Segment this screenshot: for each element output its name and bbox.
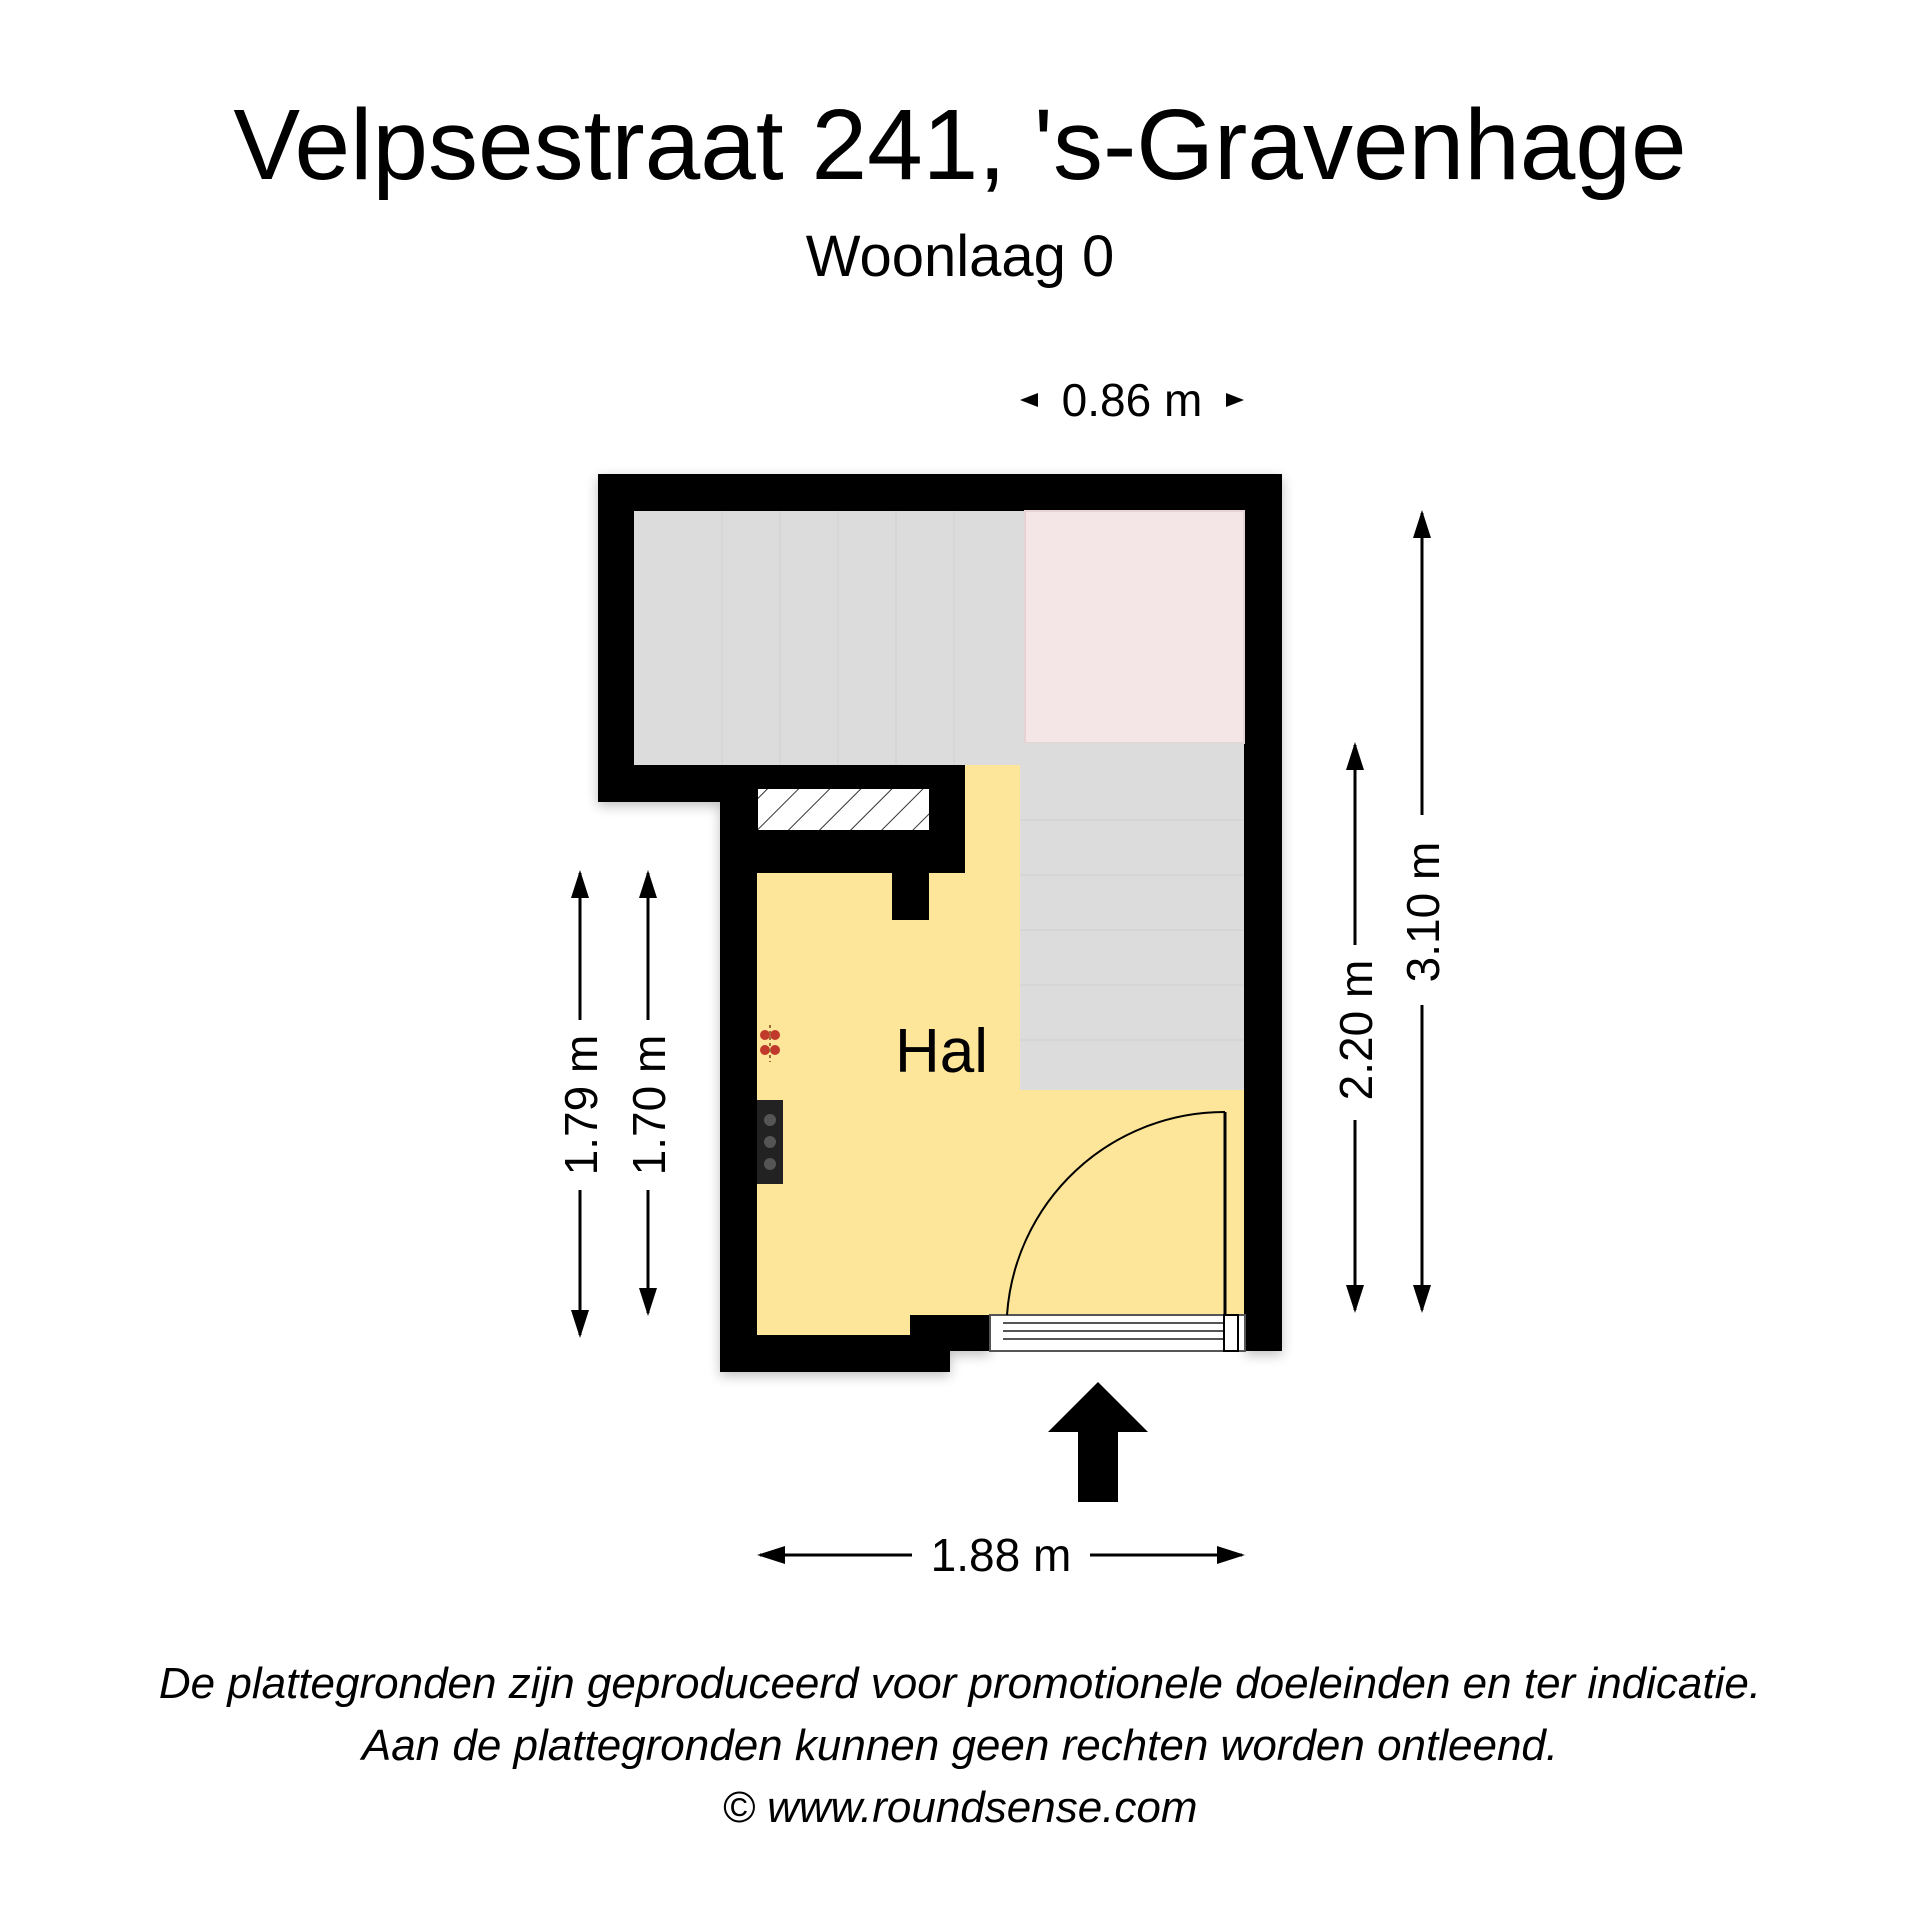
room-label-hal: Hal — [895, 1017, 989, 1086]
dimension-top — [1020, 374, 1244, 426]
dimension-left-outer — [555, 870, 607, 1338]
dimension-left-outer-label: 1.79 m — [555, 1034, 607, 1176]
entrance-arrow-icon — [1048, 1382, 1148, 1502]
dimension-right-outer — [1397, 510, 1449, 1313]
disclaimer-line-2: Aan de plattegronden kunnen geen rechten worden ontleend. — [361, 1721, 1559, 1770]
dimension-right-outer-label: 3.10 m — [1397, 841, 1449, 983]
meter-cupboard — [757, 788, 930, 831]
stairs-upper-right — [1025, 743, 1244, 765]
dimension-bottom-label: 1.88 m — [930, 1529, 1072, 1581]
dimension-top-label: 0.86 m — [1061, 374, 1203, 426]
dimension-right-inner-label: 2.20 m — [1330, 959, 1382, 1101]
copyright-line: © www.roundsense.com — [722, 1783, 1198, 1832]
dimension-left-inner-label: 1.70 m — [623, 1034, 675, 1176]
radiator-icon — [757, 1100, 783, 1184]
stairs-lower — [1020, 765, 1244, 1090]
threshold — [990, 1315, 1245, 1351]
dimension-bottom — [757, 1529, 1245, 1581]
landing — [1025, 511, 1244, 743]
stairs-upper — [634, 511, 1025, 765]
floor-level-label: Woonlaag 0 — [805, 224, 1115, 289]
disclaimer-line-1: De plattegronden zijn geproduceerd voor promotionele doeleinden en ter indicatie. — [158, 1659, 1762, 1708]
dimension-right-inner — [1330, 742, 1382, 1313]
dimension-left-inner — [623, 870, 675, 1316]
pillar — [892, 873, 929, 920]
page-title: Velpsestraat 241, 's-Gravenhage — [233, 89, 1687, 201]
bottom-wall-stub — [910, 1315, 990, 1351]
